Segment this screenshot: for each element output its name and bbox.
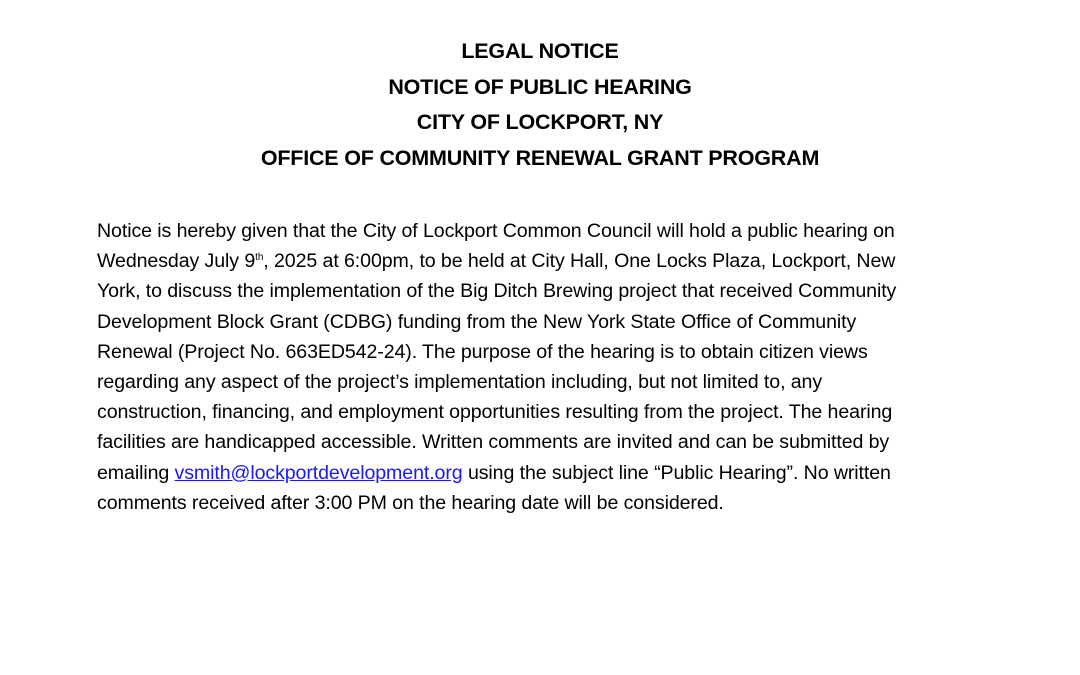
body-line: construction, financing, and employment opportunities resulting from the project. The hearing	[97, 401, 893, 424]
body-line: facilities are handicapped accessible. Written comments are invited and can be submitted by	[97, 431, 890, 454]
body-line: regarding any aspect of the project’s implementation including, but not limited to, any	[97, 371, 823, 394]
emailing-text: emailing	[97, 461, 175, 484]
body-line: Notice is hereby given that the City of Lockport Common Council will hold a public hearing on	[97, 220, 895, 242]
heading-program: OFFICE OF COMMUNITY RENEWAL GRANT PROGRAM	[260, 145, 820, 170]
body-line: York, to discuss the implementation of the Big Ditch Brewing project that received Community	[97, 280, 897, 303]
heading-public-hearing: NOTICE OF PUBLIC HEARING	[388, 74, 692, 99]
heading-city: CITY OF LOCKPORT, NY	[416, 110, 664, 134]
notice-heading	[0, 34, 1080, 176]
body-line: Renewal (Project No. 663ED542-24). The purpose of the hearing is to obtain citizen views	[97, 340, 868, 363]
email-link[interactable]: vsmith@lockportdevelopment.org	[174, 461, 463, 484]
hearing-date-text: Wednesday July 9	[97, 250, 256, 273]
subject-line-text: using the subject line “Public Hearing”. No written	[462, 461, 891, 484]
body-line: Development Block Grant (CDBG) funding from the New York State Office of Community	[97, 310, 857, 333]
date-ordinal-suffix: th	[255, 252, 264, 264]
body-line	[97, 458, 997, 488]
body-line	[97, 246, 997, 276]
hearing-time-location-text: , 2025 at 6:00pm, to be held at City Hall, One Locks Plaza, Lockport, New	[263, 250, 896, 273]
notice-body	[97, 216, 997, 518]
body-line: comments received after 3:00 PM on the hearing date will be considered.	[97, 491, 724, 514]
heading-legal-notice: LEGAL NOTICE	[461, 39, 619, 63]
